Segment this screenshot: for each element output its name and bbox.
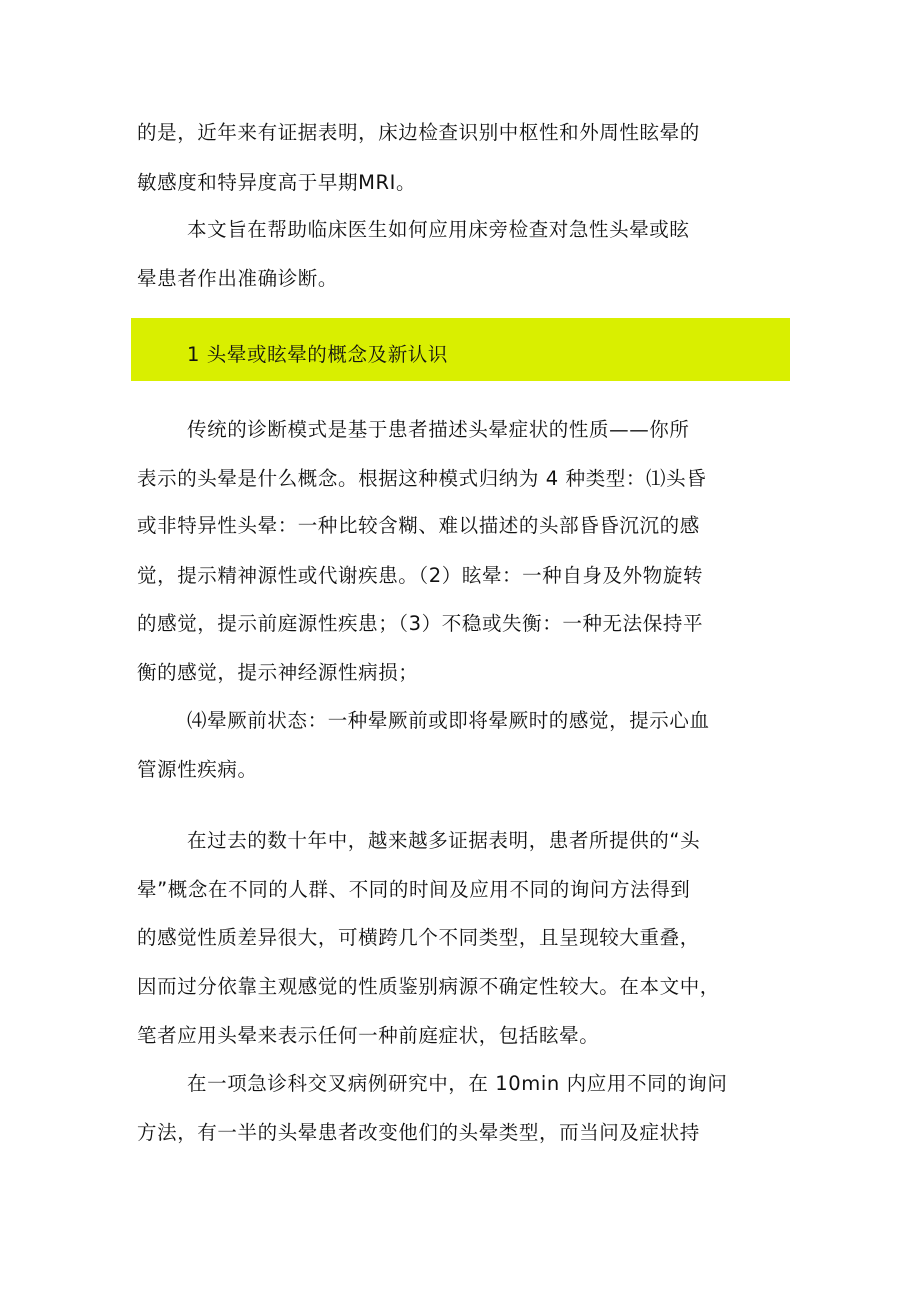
decades-line-1: 在过去的数十年中，越来越多证据表明，患者所提供的“头	[187, 829, 701, 852]
intro-p1-line-2: 敏感度和特异度高于早期MRI。	[137, 171, 417, 194]
intro-p2-line-2: 晕患者作出准确诊断。	[137, 267, 339, 290]
intro-p1-line-1: 的是，近年来有证据表明，床边检查识别中枢性和外周性眩晕的	[137, 121, 700, 144]
study-line-1: 在一项急诊科交叉病例研究中，在 10min 内应用不同的询问	[187, 1072, 728, 1095]
intro-p2-line-1: 本文旨在帮助临床医生如何应用床旁检查对急性头晕或眩	[187, 218, 690, 241]
decades-line-4: 因而过分依靠主观感觉的性质鉴别病源不确定性较大。在本文中，	[137, 975, 720, 998]
traditional-line-5: 的感觉，提示前庭源性疾患；（3）不稳或失衡：一种无法保持平	[137, 612, 704, 635]
traditional-line-3: 或非特异性头晕：一种比较含糊、难以描述的头部昏昏沉沉的感	[137, 514, 700, 537]
traditional-line-1: 传统的诊断模式是基于患者描述头晕症状的性质——你所	[187, 418, 690, 441]
presyncope-line-1: ⑷晕厥前状态：一种晕厥前或即将晕厥时的感觉，提示心血	[187, 709, 710, 732]
decades-line-3: 的感觉性质差异很大，可横跨几个不同类型，且呈现较大重叠，	[137, 926, 700, 949]
presyncope-line-2: 管源性疾病。	[137, 758, 258, 781]
traditional-line-4: 觉，提示精神源性或代谢疾患。（2）眩晕：一种自身及外物旋转	[137, 564, 704, 587]
section-heading: 1 头晕或眩晕的概念及新认识	[187, 343, 449, 366]
traditional-line-2: 表示的头晕是什么概念。根据这种模式归纳为 4 种类型：⑴头昏	[137, 467, 707, 490]
decades-line-2: 晕”概念在不同的人群、不同的时间及应用不同的询问方法得到	[137, 878, 691, 901]
traditional-line-6: 衡的感觉，提示神经源性病损；	[137, 661, 419, 684]
decades-line-5: 笔者应用头晕来表示任何一种前庭症状，包括眩晕。	[137, 1024, 600, 1047]
study-line-2: 方法，有一半的头晕患者改变他们的头晕类型，而当问及症状持	[137, 1121, 700, 1144]
